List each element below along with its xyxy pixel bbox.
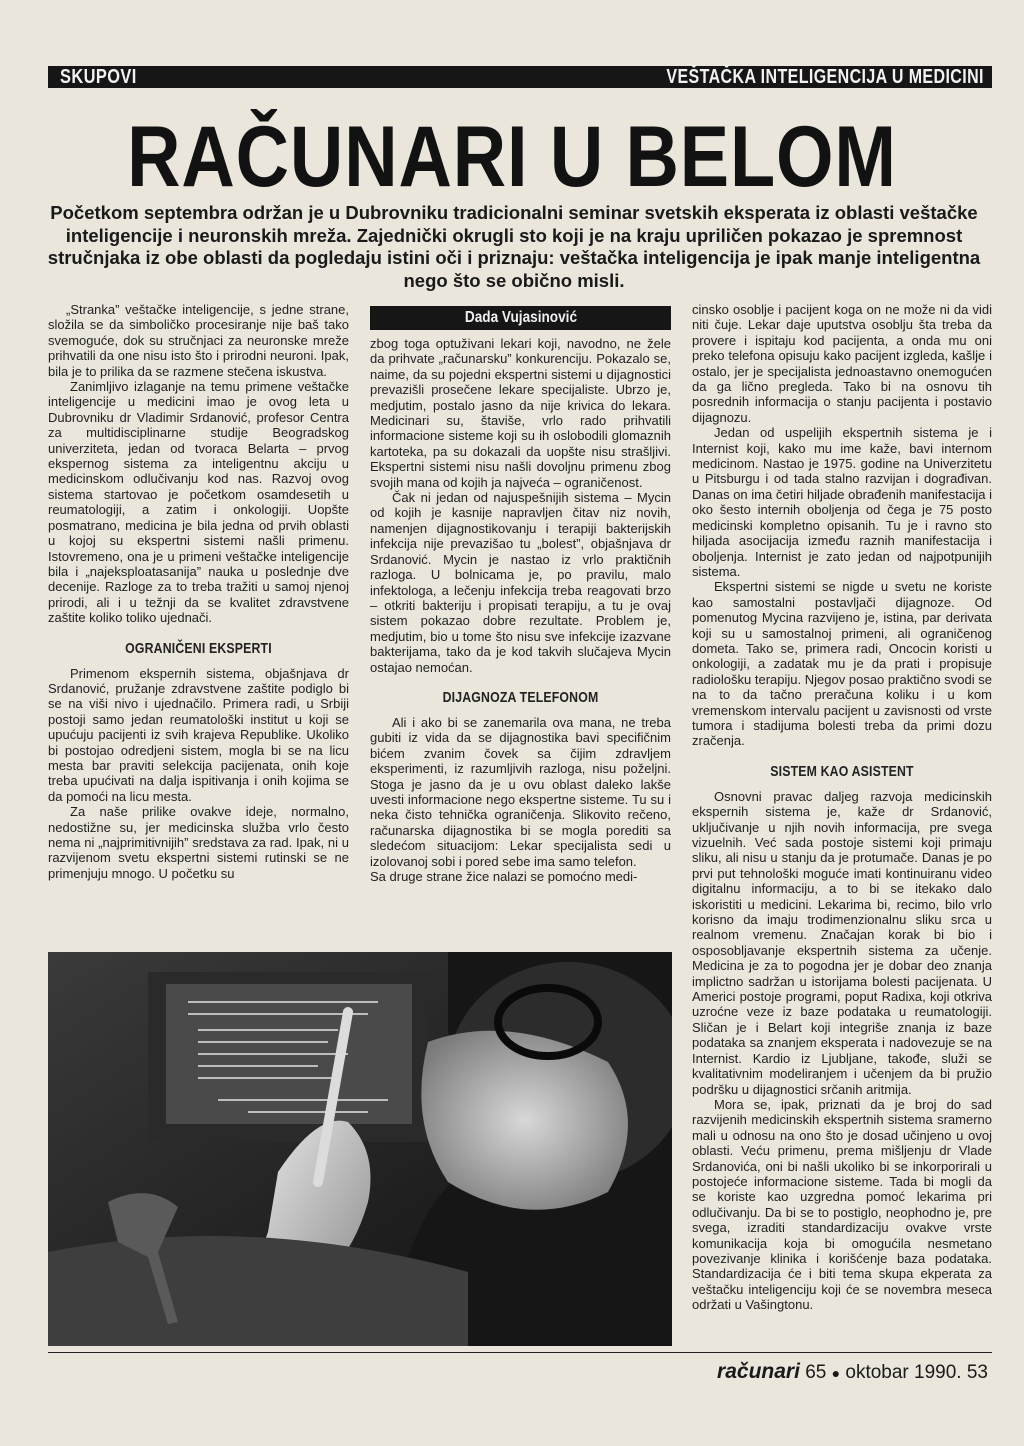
paragraph: Sa druge strane žice nalazi se pomoćno medi- bbox=[370, 869, 638, 884]
paragraph: Zanimljivo izlaganje na temu primene veštačke inteligencije u medicini imao je ovog leta u Dubrovniku dr Vladimir Srdanović, profesor Centra za multidisciplinarne studije Beogradskog univerziteta, jedan od tvoraca Belarta – prvog ekspernog sistema za inteligentnu akciju u medicinskom odlučivanju kod nas. Razvoj ovog sistema startovao je početkom osamdesetih u reumatologiji, a zatim i onkologiji. Uopšte posmatrano, medicina je bila jedna od prvih oblasti u kojoj su ekspertni sistemi našli primenu. Istovremeno, ona je u primeni veštačke inteligencije bila i „najeksploatasanija” nauka u poslednje dve decenije. Razloge za to treba tražiti u samoj njenoj prirodi, ali i u težnji da se kvalitet zdravstvene zaštite koliko toliko ujednači. bbox=[48, 379, 349, 626]
paragraph: Za naše prilike ovakve ideje, normalno, nedostižne su, jer medicinska služba vrlo često nema ni „najprimitivnijih” sredstava za rad. Ipak, ni u razvijenom svetu ekspertni sistemi rutinski se ne primenjuju mnogo. U početku su bbox=[48, 804, 349, 881]
subheading: DIJAGNOZA TELEFONOM bbox=[442, 688, 599, 706]
paragraph: Primenom ekspernih sistema, objašnjava dr Srdanović, pružanje zdravstvene zaštite podiglo bi se na viši nivo i ujednačilo. Primera radi, u Srbiji postoji samo jedan reumatološki institut u koji se upućuju pacijenti iz svih krajeva Republike. Ukoliko bi postojao odredjeni sistem, mogla bi se na licu mesta bar praviti selekcija pacijenata, onih koje treba upućivati na dalja ispitivanja i onih kojima se da pomoći na licu mesta. bbox=[48, 665, 349, 804]
magazine-name: računari bbox=[717, 1360, 800, 1383]
subheading: SISTEM KAO ASISTENT bbox=[770, 762, 914, 780]
article-lead: Početkom septembra održan je u Dubrovniku tradicionalni seminar svetskih eksperata iz oblasti veštačke inteligencije i neuronskih mreža. Zajednički okrugli sto koji je na kraju upriličen pokazao je spremnost stručnjaka iz obe oblasti da pogledaju istini oči i priznaju: veštačka inteligencija je ipak manje inteligentna nego što se obično misli. bbox=[47, 202, 981, 291]
paragraph: zbog toga optuživani lekari koji, navodno, ne žele da prihvate „računarsku” konkurenciju. Pokazalo se, naime, da su pojedni ekspertni sistemi u dijagnostici prevazišli prosečene lekare specijaliste. Ubrzo je, medjutim, postalo jasno da nije krivica do lekara. Medicinari su, štaviše, vrlo rado prihvatili informacione sisteme koji su ih oslobodili glomaznih kartoteka, pa su dokazali da uopšte nisu strašljivi. Ekspertni sistemi nisu našli dovoljnu primenu zbog svojih mana od kojih ja najveća – ograničenost. bbox=[370, 336, 671, 490]
section-bar bbox=[48, 66, 992, 88]
surgical-mask bbox=[421, 1031, 628, 1210]
article-photo bbox=[48, 952, 672, 1346]
paragraph: Mora se, ipak, priznati da je broj do sad razvijenih medicinskih ekspertnih sistema sramerno mali u odnosu na ono što je dosad učinjeno u ovoj oblasti. Veću primenu, prema mišljenju dr Vlade Srdanovića, oni bi našli ukoliko bi se inkorporirali u postojeće informacione sisteme. Tada bi mogli da se koriste kao uzgredna pomoć lekarima pri odlučivanju. Da bi se to postiglo, neophodno je, pre svega, izraditi standardizaciju ovakve vrste komunikacija koja bi omogućila nesmetano povezivanje klinika i korišćenje baza podataka. Standardizacija će i biti tema skupa ekperata za veštačku inteligenciju koji će se novembra meseca održati u Vašingtonu. bbox=[692, 1096, 992, 1313]
bullet-icon: ● bbox=[831, 1365, 841, 1381]
page-footer bbox=[48, 1352, 992, 1391]
topic-label: VEŠTAČKA INTELIGENCIJA U MEDICINI bbox=[666, 66, 984, 88]
paragraph: cinsko osoblje i pacijent koga on ne može ni da vidi niti čuje. Lekar daje uputstva osoblju šta treba da provere i ispitaju kod pacijenta, a onda mu oni preko telefona opisuju kako pacijent izgleda, kašlje i ostalo, jer je specijalista jednoastavno onemogućen da ga lično pregleda. Tako bi na osnovu tih posrednih informacija o stanju pacijenta i postavio dijagnozu. bbox=[692, 302, 992, 425]
page-number: 53 bbox=[966, 1362, 988, 1383]
photo-doctor-at-terminal bbox=[48, 952, 672, 1346]
paragraph: „Stranka” veštačke inteligencije, s jedne strane, složila se da simboličko procesiranje nije baš tako svemoguće, dok su stručnjaci za neuronske mreže prihvatili da one nisu isto što i prirodni neuroni. Ipak, bila je to prilika da se razmene stečena iskustva. bbox=[48, 302, 349, 379]
column-1 bbox=[48, 302, 349, 881]
paragraph: Ali i ako bi se zanemarila ova mana, ne treba gubiti iz vida da se dijagnostika bavi specifičnim bićem zvanim čovek sa čijim zdravljem eksperimenti, iz razumljivih razloga, nisu poželjni. Stoga je jasno da je u ovu oblast daleko lakše uvesti informacione nego ekspertne sisteme. Tu su i neka čisto tehnička ograničenja. Slikovito rečeno, računarska dijagnostika bi se mogla porediti sa sledećom situacijom: Lekar specijalista sedi u izolovanoj sobi i pored sebe ima samo telefon. bbox=[370, 714, 671, 869]
issue-date: oktobar 1990. bbox=[845, 1362, 962, 1383]
subheading: OGRANIČENI EKSPERTI bbox=[125, 639, 272, 657]
paragraph: Čak ni jedan od najuspešnijih sistema – Mycin od kojih je kasnije napravljen čitav niz novih, namenjen dijagnostikovanju i terapiji bakterijskih infekcija nije prevazišao tu „bolest”, objašnjava dr Srdanović. Mycin je nastao iz vrlo praktičnih razloga. U bolnicama je, po pravilu, malo infektologa, a lečenju infekcija treba reagovati brzo – otkriti bakteriju i propisati terapiju, a tu je ovaj sistem pokazao dobre rezultate. Problem je, medjutim, bio u tome što nisu sve infekcije izazvane bakterijama, tako da je kod takvih slučajeva Mycin ostajao nemoćan. bbox=[370, 490, 671, 675]
paragraph: Jedan od uspelijih ekspertnih sistema je i Internist koji, kako mu ime kaže, bavi internom medicinom. Nastao je 1975. godine na Univerzitetu u Pitsburgu i od tada stalno razvijan i dograđivan. Danas on ima četiri hiljade obrađenih manifestacija i oko šesto internih oboljenja od čega je 75 posto medicinski kompletno opisanih. Tu je i ravno sto hiljada asocijacija između raznih manifestacija i oboljenja. Internist je zato jedan od najpotpunijih sistema. bbox=[692, 425, 992, 579]
author-byline bbox=[370, 306, 671, 330]
paragraph: Ekspertni sistemi se nigde u svetu ne koriste kao samostalni postavljači dijagnoze. Od pomenutog Mycina razvijeno je, istina, par derivata koji su u samostalnoj primeni, ali ograničenog dometa. Tako se, primera radi, Oncocin koristi u onkologiji, a zadatak mu je da prati i propisuje radiološku terapiju. Njegov posao praktično svodi se na to da tačno preračuna koliku i u kom vremenskom intervalu pacijent u zavisnosti od vrste tumora i stadijuma bolesti treba da primi dozu zračenja. bbox=[692, 579, 992, 749]
column-2 bbox=[370, 336, 671, 884]
column-3 bbox=[692, 302, 992, 1313]
footer-credit bbox=[717, 1359, 988, 1386]
article-headline: RAČUNARI U BELOM bbox=[127, 109, 897, 205]
author-name: Dada Vujasinović bbox=[464, 309, 577, 326]
issue-number: 65 bbox=[805, 1362, 827, 1383]
section-label: SKUPOVI bbox=[60, 66, 137, 88]
paragraph: Osnovni pravac daljeg razvoja medicinskih ekspernih sistema je, kaže dr Srdanović, uključivanje u njih novih informacija, pre svega vizuelnih. Već sada postoje sistemi koji primaju sliku, ali nisu u stanju da je protumače. Danas je po prvi put tehnološki moguće imati kontinuiranu video digitalnu informaciju, a to bi se itekako dalo iskoristiti u medicini. Lekarima bi, recimo, bilo vrlo korisno da imaju trodimenzionalnu sliku srca u realnom vremenu. Značajan korak bi bio i osposobljavanje ekspertnih sistema za učenje. Medicina je za to pogodna jer je dobar deo znanja implictno sadržan u istorijama bolesti pacijenata. U Americi postoje programi, poput Radixa, koji otkriva uzroćne veze iz baze podataka u reumatologiji. Sličan je i Belart koji integriše znanja iz baze podataka sa znanjem eksperata i nadovezuje se na Internist. Kardio iz Ljubljane, takođe, služi se kvalitativnim modeliranjem i učenjem da bi pružio podršku u dijagnostici srčanih aritmija. bbox=[692, 788, 992, 1097]
